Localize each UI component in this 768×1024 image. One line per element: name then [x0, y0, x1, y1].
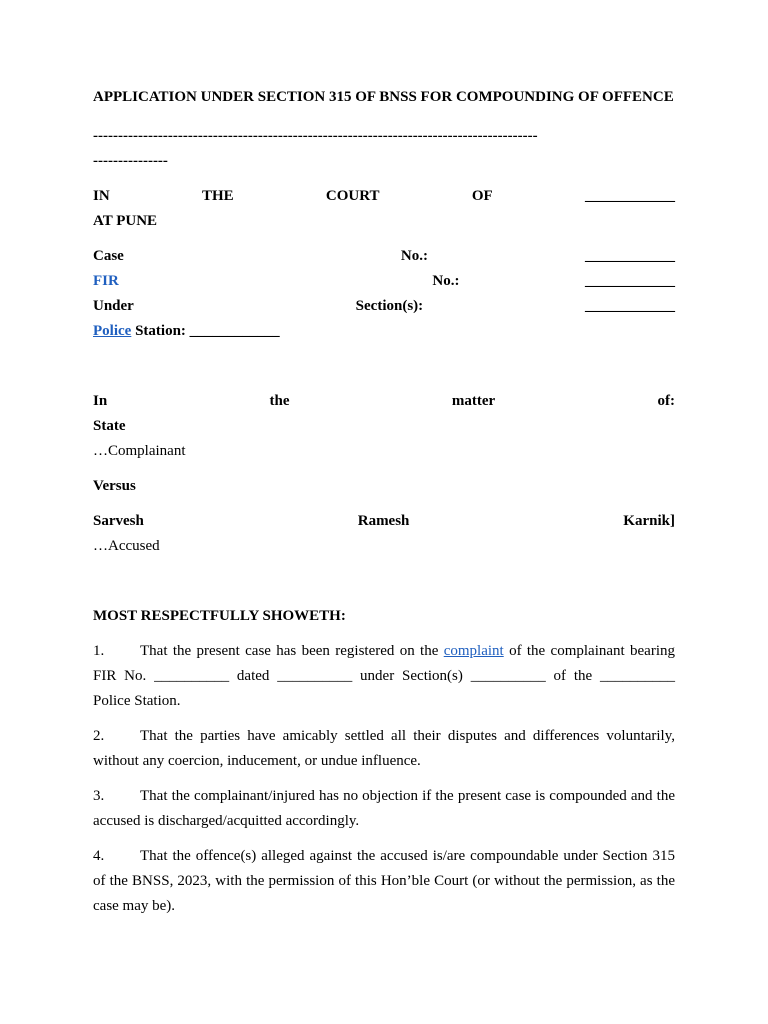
matter-word-in: In	[93, 393, 108, 409]
matter-word-of: of:	[657, 393, 675, 409]
separator-line-1: -----------------------------------------------------------------------------------------	[93, 128, 538, 144]
fir-no-blank: ____________	[584, 273, 675, 289]
court-name-blank: ____________	[584, 188, 675, 204]
document-title: APPLICATION UNDER SECTION 315 OF BNSS FOR COMPOUNDING OF OFFENCE	[93, 89, 674, 105]
court-location: AT PUNE	[93, 213, 158, 229]
matter-word-matter: matter	[451, 393, 496, 409]
paragraph-4-text: That the offence(s) alleged against the accused is/are compoundable under Section 315 of the BNSS, 2023, with the permission of this Hon’ble Court (or without the permission, as the case may be).	[93, 848, 675, 914]
paragraph-1-text-b: of the complainant bearing FIR No. __________ dated __________ under Section(s) __________ of the __________ Police Station.	[93, 643, 676, 709]
matter-row	[93, 389, 675, 414]
police-station-label: Station: ____________	[135, 323, 280, 339]
case-no-label: No.:	[400, 248, 428, 264]
accused-name-row	[93, 509, 675, 534]
matter-word-the: the	[269, 393, 290, 409]
court-word-of: OF	[471, 188, 493, 204]
paragraph-1-number: 1.	[93, 643, 105, 659]
paragraph-2-number: 2.	[93, 728, 105, 744]
complaint-link[interactable]: complaint	[443, 643, 504, 659]
complainant-name: State	[93, 418, 126, 434]
court-word-in: IN	[93, 188, 110, 204]
police-link[interactable]: Police	[93, 323, 132, 339]
section-label: Section(s):	[355, 298, 424, 314]
fir-no-row	[93, 269, 675, 294]
accused-first-name: Sarvesh	[93, 513, 144, 529]
fir-no-label: No.:	[432, 273, 460, 289]
police-station-row	[93, 319, 675, 344]
paragraph-4	[93, 844, 675, 919]
paragraph-1-text-a: That the present case has been registered on the	[140, 643, 439, 659]
accused-last-name: Karnik]	[623, 513, 675, 529]
paragraph-3	[93, 784, 675, 834]
case-label: Case	[93, 248, 124, 264]
section-blank: ____________	[585, 298, 675, 314]
case-no-row	[93, 244, 675, 269]
paragraph-1	[93, 639, 675, 714]
court-word-court: COURT	[325, 188, 380, 204]
paragraph-3-number: 3.	[93, 788, 105, 804]
complainant-role: …Complainant	[93, 443, 186, 459]
fir-link[interactable]: FIR	[93, 273, 119, 289]
paragraph-2-text: That the parties have amicably settled all their disputes and differences voluntarily, without any coercion, inducement, or undue influence.	[93, 728, 675, 769]
accused-middle-name: Ramesh	[357, 513, 410, 529]
accused-role: …Accused	[93, 538, 160, 554]
separator-line-2: ---------------	[93, 153, 168, 169]
court-word-the: THE	[201, 188, 234, 204]
case-no-blank: ____________	[585, 248, 675, 264]
paragraph-2	[93, 724, 675, 774]
paragraph-4-number: 4.	[93, 848, 105, 864]
document-body	[93, 85, 675, 919]
showeth-heading: MOST RESPECTFULLY SHOWETH:	[93, 608, 346, 624]
under-label: Under	[93, 298, 134, 314]
paragraph-3-text: That the complainant/injured has no objection if the present case is compounded and the accused is discharged/acquitted accordingly.	[93, 788, 675, 829]
section-row	[93, 294, 675, 319]
versus-label: Versus	[93, 478, 136, 494]
court-header-row	[93, 184, 675, 209]
